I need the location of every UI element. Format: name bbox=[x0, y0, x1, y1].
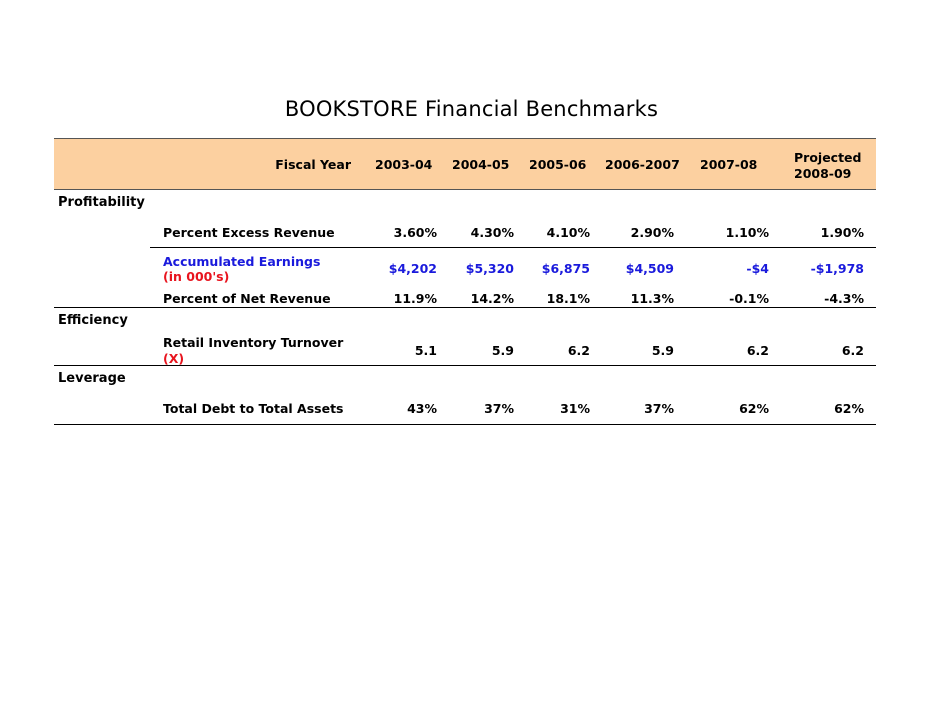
row-label: Accumulated Earnings bbox=[163, 254, 321, 269]
page-title: BOOKSTORE Financial Benchmarks bbox=[284, 97, 659, 121]
value-projected: 6.2 bbox=[841, 343, 864, 358]
value-2005-06: 6.2 bbox=[567, 343, 590, 358]
value-2004-05: 4.30% bbox=[470, 225, 514, 240]
value-2005-06: 18.1% bbox=[546, 291, 590, 306]
value-2004-05: 37% bbox=[484, 401, 514, 416]
value-2003-04: 43% bbox=[407, 401, 437, 416]
value-2006-2007: 5.9 bbox=[651, 343, 674, 358]
row-sublabel: (in 000's) bbox=[163, 269, 230, 284]
value-2006-2007: 37% bbox=[644, 401, 674, 416]
row-label: Percent Excess Revenue bbox=[163, 225, 335, 240]
value-2005-06: 4.10% bbox=[546, 225, 590, 240]
section-leverage: Leverage bbox=[58, 371, 126, 386]
year-header-2006-2007: 2006-2007 bbox=[605, 157, 680, 172]
value-2003-04: 3.60% bbox=[393, 225, 437, 240]
value-2006-2007: 2.90% bbox=[630, 225, 674, 240]
value-projected: -$1,978 bbox=[810, 261, 864, 276]
value-2004-05: 5.9 bbox=[491, 343, 514, 358]
value-2007-08: 6.2 bbox=[746, 343, 769, 358]
value-projected: -4.3% bbox=[824, 291, 864, 306]
row-sublabel: (X) bbox=[163, 351, 185, 366]
section-divider bbox=[54, 365, 876, 366]
year-header-projected-year: 2008-09 bbox=[794, 166, 852, 181]
value-2004-05: 14.2% bbox=[470, 291, 514, 306]
value-2003-04: 11.9% bbox=[393, 291, 437, 306]
year-header-2007-08: 2007-08 bbox=[700, 157, 758, 172]
year-header-2005-06: 2005-06 bbox=[529, 157, 587, 172]
value-2006-2007: $4,509 bbox=[625, 261, 674, 276]
section-efficiency: Efficiency bbox=[58, 313, 128, 328]
value-2005-06: $6,875 bbox=[541, 261, 590, 276]
table-bottom-border bbox=[54, 424, 876, 425]
value-2007-08: -0.1% bbox=[729, 291, 769, 306]
fiscal-year-label: Fiscal Year bbox=[275, 157, 351, 172]
row-divider bbox=[150, 247, 876, 248]
section-profitability: Profitability bbox=[58, 195, 145, 210]
row-label: Total Debt to Total Assets bbox=[163, 401, 344, 416]
year-header-2003-04: 2003-04 bbox=[375, 157, 433, 172]
value-projected: 1.90% bbox=[820, 225, 864, 240]
value-2003-04: $4,202 bbox=[388, 261, 437, 276]
value-2007-08: 62% bbox=[739, 401, 769, 416]
value-projected: 62% bbox=[834, 401, 864, 416]
value-2003-04: 5.1 bbox=[414, 343, 437, 358]
year-header-projected: Projected bbox=[794, 150, 862, 165]
value-2005-06: 31% bbox=[560, 401, 590, 416]
year-header-2004-05: 2004-05 bbox=[452, 157, 510, 172]
value-2007-08: -$4 bbox=[746, 261, 769, 276]
value-2007-08: 1.10% bbox=[725, 225, 769, 240]
row-label: Percent of Net Revenue bbox=[163, 291, 331, 306]
value-2004-05: $5,320 bbox=[465, 261, 514, 276]
row-label: Retail Inventory Turnover bbox=[163, 335, 344, 350]
section-divider bbox=[54, 307, 876, 308]
value-2006-2007: 11.3% bbox=[630, 291, 674, 306]
